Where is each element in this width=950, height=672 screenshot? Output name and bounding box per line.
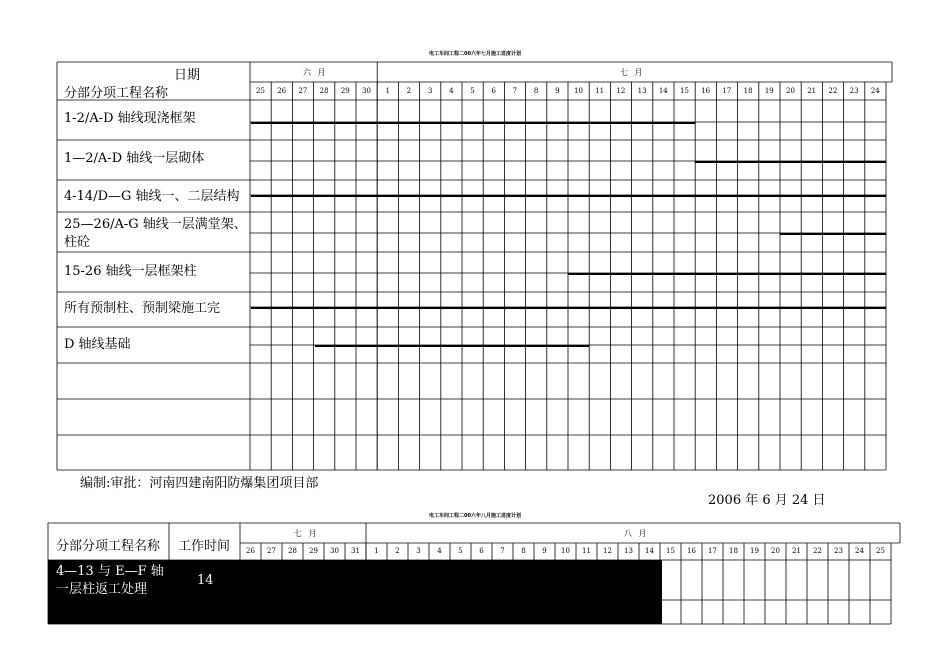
day-label: 12 — [616, 87, 626, 95]
plan2-month-july: 七 月 — [294, 529, 319, 538]
day-label: 21 — [792, 547, 801, 555]
footer-date: 2006 年 6 月 24 日 — [708, 493, 826, 508]
day-label: 23 — [834, 547, 843, 555]
day-label: 11 — [582, 547, 591, 555]
day-label: 2 — [406, 87, 412, 95]
month-june-label: 六 月 — [303, 68, 328, 77]
day-label: 17 — [722, 87, 732, 95]
day-label: 18 — [743, 87, 753, 95]
day-label: 4 — [437, 547, 442, 555]
plan2-header-duration: 工作时间 — [178, 539, 231, 554]
day-label: 16 — [687, 547, 696, 555]
day-label: 24 — [855, 547, 864, 555]
day-label: 17 — [708, 547, 717, 555]
task-label: 25—26/A-G 轴线一层满堂架、柱砼 — [64, 217, 247, 250]
plan2-title: 电工车间工程二00六年八月施工进度计划 — [429, 513, 521, 519]
day-label: 21 — [807, 87, 817, 95]
day-label: 5 — [458, 547, 463, 555]
footer-compiler: 编制:审批：河南四建南阳防爆集团项目部 — [80, 476, 319, 491]
task-bar — [251, 122, 695, 124]
day-label: 1 — [385, 87, 390, 95]
day-label: 29 — [309, 547, 318, 555]
day-label: 14 — [658, 87, 668, 95]
day-label: 16 — [701, 87, 711, 95]
day-label: 7 — [500, 547, 505, 555]
day-label: 11 — [595, 87, 605, 95]
day-label: 28 — [319, 87, 329, 95]
header-name-label: 分部分项工程名称 — [64, 86, 169, 101]
day-label: 25 — [876, 547, 885, 555]
day-label: 22 — [828, 87, 838, 95]
day-label: 15 — [680, 87, 689, 95]
task-label: 所有预制柱、预制梁施工完 — [64, 301, 221, 316]
day-label: 1 — [374, 547, 379, 555]
day-label: 13 — [624, 547, 633, 555]
day-label: 26 — [246, 547, 255, 555]
day-label: 10 — [574, 87, 583, 95]
task-bar — [695, 161, 886, 163]
day-label: 14 — [645, 547, 654, 555]
header-date-label: 日期 — [174, 68, 201, 83]
day-label: 23 — [849, 87, 859, 95]
day-label: 19 — [750, 547, 759, 555]
day-label: 8 — [533, 87, 539, 95]
day-label: 20 — [771, 547, 780, 555]
task-bar — [251, 307, 886, 309]
plan2-month-august: 八 月 — [624, 529, 649, 538]
day-label: 2 — [395, 547, 400, 555]
day-label: 27 — [298, 87, 308, 95]
day-label: 6 — [491, 87, 496, 95]
day-label: 8 — [521, 547, 526, 555]
day-label: 19 — [764, 87, 774, 95]
plan2-task-label: 4—13 与 E—F 轴 — [56, 564, 164, 579]
day-label: 9 — [555, 87, 560, 95]
plan2-task-label: 一层柱返工处理 — [56, 582, 148, 597]
day-label: 30 — [362, 87, 371, 95]
day-label: 24 — [870, 87, 880, 95]
day-label: 9 — [542, 547, 547, 555]
day-label: 12 — [603, 547, 612, 555]
task-label: 15-26 轴线一层框架柱 — [64, 264, 197, 279]
day-label: 15 — [666, 547, 675, 555]
day-label: 20 — [786, 87, 795, 95]
task-label: 1-2/A-D 轴线现浇框架 — [64, 111, 196, 126]
plan2-duration-value: 14 — [197, 573, 214, 588]
day-label: 26 — [277, 87, 287, 95]
day-label: 28 — [288, 547, 297, 555]
plan2-header-name: 分部分项工程名称 — [56, 539, 161, 554]
day-label: 22 — [813, 547, 822, 555]
day-label: 30 — [330, 547, 339, 555]
day-label: 4 — [449, 87, 454, 95]
day-label: 31 — [351, 547, 360, 555]
day-label: 6 — [479, 547, 484, 555]
day-label: 29 — [340, 87, 350, 95]
day-label: 5 — [470, 87, 475, 95]
day-label: 3 — [416, 547, 421, 555]
task-bar — [315, 345, 589, 347]
day-label: 13 — [637, 87, 647, 95]
day-label: 18 — [729, 547, 738, 555]
day-label: 7 — [512, 87, 518, 95]
task-bar — [780, 233, 886, 235]
day-label: 10 — [561, 547, 570, 555]
plan1-title: 电工车间工程二00六年七月施工进度计划 — [429, 51, 521, 57]
task-bar — [251, 195, 886, 197]
day-label: 25 — [256, 87, 265, 95]
task-bar — [568, 273, 886, 275]
task-label: D 轴线基础 — [64, 337, 131, 352]
month-july-label: 七 月 — [620, 68, 645, 77]
task-label: 4-14/D—G 轴线一、二层结构 — [64, 189, 240, 204]
day-label: 27 — [267, 547, 276, 555]
day-label: 3 — [427, 87, 433, 95]
task-label: 1—2/A-D 轴线一层砌体 — [64, 151, 205, 166]
